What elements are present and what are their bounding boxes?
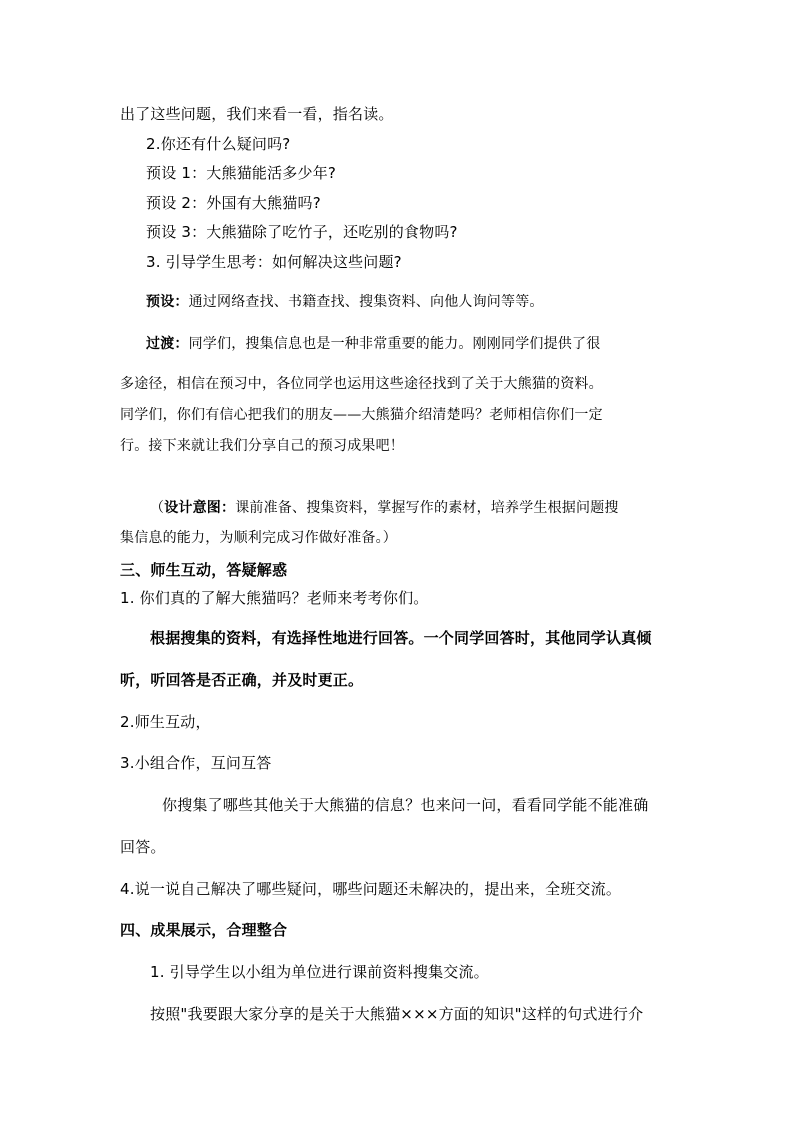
preset-paragraph [146,292,544,312]
text-line: 2.师生互动， [120,713,211,731]
text-line: 按照"我要跟大家分享的是关于大熊猫×××方面的知识"这样的句式进行介 [150,1005,644,1023]
design-intent-paragraph [150,498,619,518]
design-intent-text: 课前准备、搜集资料，掌握写作的素材，培养学生根据问题搜 [235,500,619,516]
text-line: 1. 引导学生以小组为单位进行课前资料搜集交流。 [150,963,489,981]
section-heading: 三、师生互动，答疑解惑 [120,561,288,579]
preset-text: 通过网络查找、书籍查找、搜集资料、向他人询问等等。 [188,294,544,310]
text-line: 听，听回答是否正确，并及时更正。 [120,671,364,689]
text-line: 3. 引导学生思考：如何解决这些问题? [146,253,402,271]
section-heading: 四、成果展示，合理整合 [120,921,288,939]
text-line: 2.你还有什么疑问吗? [146,135,291,153]
text-line: 根据搜集的资料，有选择性地进行回答。一个同学回答时，其他同学认真倾 [150,629,652,647]
transition-text: 同学们，搜集信息也是一种非常重要的能力。刚刚同学们提供了很 [188,336,601,352]
text-line: 预设 3：大熊猫除了吃竹子，还吃别的食物吗? [146,223,458,241]
text-line: 预设 1：大熊猫能活多少年? [146,164,337,182]
text-line: 3.小组合作，互问互答 [120,754,272,772]
text-line: 回答。 [120,838,166,856]
text-line: 同学们，你们有信心把我们的朋友——大熊猫介绍清楚吗？老师相信你们一定 [120,407,603,423]
transition-paragraph [146,334,600,354]
text-line: 预设 2：外国有大熊猫吗? [146,194,321,212]
preset-label: 预设： [146,294,189,310]
transition-label: 过渡： [146,336,189,352]
text-line: 1. 你们真的了解大熊猫吗？老师来考考你们。 [120,589,429,607]
open-paren: （ [150,500,165,516]
text-line: 多途径，相信在预习中，各位同学也运用这些途径找到了关于大熊猫的资料。 [120,376,603,392]
text-line: 行。接下来就让我们分享自己的预习成果吧！ [120,438,404,454]
text-line: 出了这些问题，我们来看一看，指名读。 [120,105,394,123]
text-line: 你搜集了哪些其他关于大熊猫的信息？也来问一问，看看同学能不能准确 [162,796,649,814]
design-intent-label: 设计意图： [164,500,236,516]
text-line: 4.说一说自己解决了哪些疑问，哪些问题还未解决的，提出来，全班交流。 [120,880,622,898]
text-line: 集信息的能力，为顺利完成习作做好准备。） [120,530,397,546]
